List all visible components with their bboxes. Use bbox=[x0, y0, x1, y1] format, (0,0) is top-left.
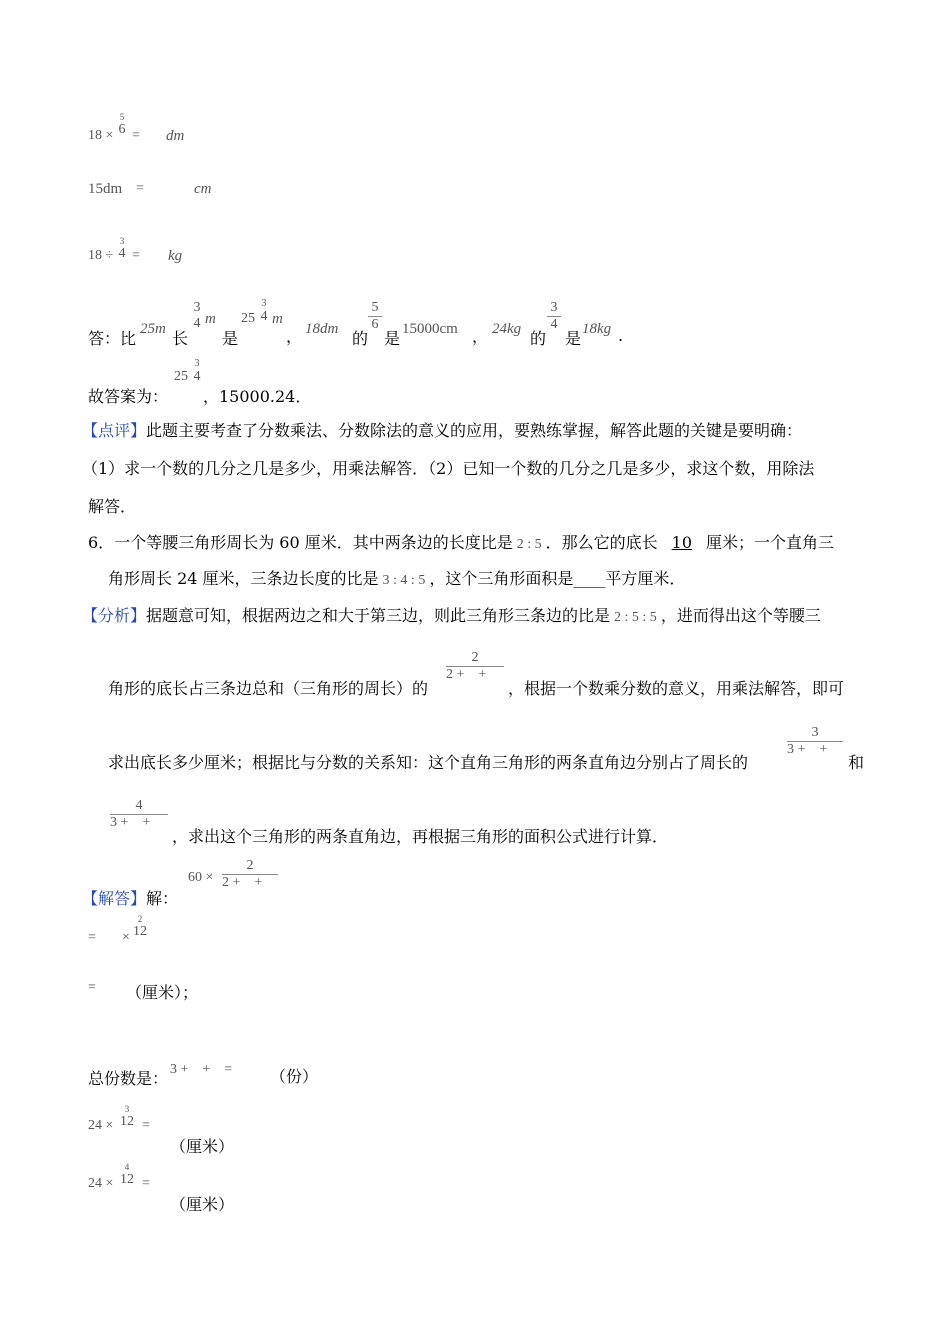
fraction-numerator: 3 bbox=[550, 300, 558, 315]
fraction-numerator: 2 bbox=[137, 914, 143, 924]
equals-sign: = bbox=[132, 248, 140, 263]
fraction-denominator: 4 bbox=[547, 316, 561, 333]
review-tag: 【点评】 bbox=[82, 421, 147, 440]
fraction-denominator: 2 + + bbox=[222, 874, 278, 891]
fraction-numerator: 2 bbox=[471, 650, 479, 665]
question-text: 厘米；一个直角三 bbox=[706, 533, 835, 552]
review-line-2: （1）求一个数的几分之几是多少，用乘法解答．（2）已知一个数的几分之几是多少，求这个数，用除法 bbox=[82, 459, 815, 478]
answer-blank-2: ____ bbox=[573, 569, 606, 588]
answer-value-15000cm: 15000cm bbox=[402, 321, 458, 337]
fraction-numerator: 2 bbox=[246, 858, 254, 873]
answer-blank-1: 10 bbox=[671, 533, 692, 552]
fraction-2-over-sum bbox=[446, 650, 504, 683]
analysis-and: 和 bbox=[848, 753, 865, 772]
equals-sign: = bbox=[88, 980, 96, 995]
fraction-denominator: 4 bbox=[193, 316, 201, 331]
mixed-number-whole: 25 bbox=[241, 311, 255, 326]
ratio-3-4-5: 3 : 4 : 5 bbox=[382, 573, 426, 588]
answer-value-18dm: 18dm bbox=[305, 321, 339, 337]
final-answer-label: 故答案为： bbox=[88, 387, 169, 406]
ratio-2-5-5: 2 : 5 : 5 bbox=[614, 610, 657, 625]
fraction-3-4 bbox=[191, 358, 203, 385]
fraction-numerator: 3 bbox=[119, 236, 125, 246]
fraction-3-4 bbox=[547, 300, 561, 333]
fraction-numerator: 3 bbox=[193, 300, 201, 315]
answer-of: 的 bbox=[352, 329, 369, 348]
unit-kg: kg bbox=[168, 248, 183, 264]
review-paragraph bbox=[82, 418, 802, 441]
unit-centimeter: （厘米） bbox=[170, 1137, 235, 1156]
question-text: ．那么它的底长 bbox=[545, 533, 658, 552]
fraction-denominator: 4 bbox=[118, 246, 126, 261]
analysis-line-2b: ，根据一个数乘分数的意义，用乘法解答，即可 bbox=[508, 679, 845, 698]
analysis-line-1 bbox=[82, 603, 821, 626]
fraction-denominator: 2 + + bbox=[446, 666, 504, 683]
fraction-numerator: 4 bbox=[124, 1162, 130, 1172]
solution-label: 解： bbox=[146, 889, 179, 908]
expr-60-times: 60 × bbox=[188, 870, 214, 885]
fraction-numerator: 3 bbox=[124, 1104, 130, 1114]
answer-prefix: 答：比 bbox=[88, 329, 137, 348]
review-line-1: 此题主要考查了分数乘法、分数除法的意义的应用，要熟练掌握，解答此题的关键是要明确： bbox=[146, 421, 803, 440]
analysis-tag: 【分析】 bbox=[82, 606, 147, 625]
review-line-3: 解答． bbox=[88, 497, 137, 516]
ratio-2-5: 2 : 5 bbox=[516, 537, 542, 552]
fraction-numerator: 5 bbox=[119, 112, 125, 122]
fraction-numerator: 3 bbox=[261, 298, 267, 309]
unit-m: m bbox=[205, 311, 216, 327]
fraction-denominator: 3 + + bbox=[110, 814, 168, 831]
fraction-2-over-sum bbox=[222, 858, 278, 891]
mixed-number-whole: 25 bbox=[174, 369, 188, 384]
solution-heading bbox=[82, 886, 178, 909]
total-parts-label: 总份数是： bbox=[88, 1069, 169, 1088]
fraction-4-12 bbox=[118, 1162, 136, 1188]
expr-24-times: 24 × bbox=[88, 1176, 114, 1191]
expr-24-times: 24 × bbox=[88, 1118, 114, 1133]
times-sign: × bbox=[122, 930, 130, 945]
fraction-3-4 bbox=[190, 300, 204, 332]
answer-value-25m: 25m bbox=[140, 321, 166, 337]
unit-m: m bbox=[272, 311, 283, 327]
question-6-line-2 bbox=[108, 566, 685, 589]
analysis-text: ，进而得出这个等腰三 bbox=[660, 606, 821, 625]
question-6-line-1 bbox=[88, 530, 834, 553]
fraction-numerator: 5 bbox=[371, 300, 379, 315]
answer-is: 是 bbox=[222, 329, 239, 348]
expr-18-divide: 18 ÷ bbox=[88, 248, 114, 263]
fraction-denominator: 12 bbox=[120, 1172, 134, 1187]
fraction-denominator: 12 bbox=[120, 1114, 134, 1129]
equals-sign: = bbox=[142, 1118, 150, 1133]
unit-centimeter: （厘米）； bbox=[126, 983, 199, 1002]
question-text: 角形周长 24 厘米，三条边长度的比是 bbox=[108, 569, 379, 588]
fraction-2-12 bbox=[132, 914, 148, 940]
fraction-5-6 bbox=[116, 112, 128, 138]
answer-value-24kg: 24kg bbox=[492, 321, 522, 337]
fraction-5-6 bbox=[368, 300, 382, 333]
final-answer-rest: ，15000.24． bbox=[203, 387, 312, 406]
fraction-4-over-sum bbox=[110, 798, 168, 831]
analysis-line-3a: 求出底长多少厘米；根据比与分数的关系知：这个直角三角形的两条直角边分别占了周长的 bbox=[108, 753, 749, 772]
analysis-line-4: ，求出这个三角形的两条直角边，再根据三角形的面积公式进行计算． bbox=[172, 827, 669, 846]
fraction-3-4 bbox=[258, 298, 270, 325]
fraction-numerator: 3 bbox=[811, 725, 819, 740]
unit-cm: cm bbox=[194, 181, 212, 197]
answer-value-18kg: 18kg bbox=[582, 321, 612, 337]
fraction-denominator: 6 bbox=[368, 316, 382, 333]
expr-15dm: 15dm bbox=[88, 181, 123, 197]
unit-parts: （份） bbox=[270, 1067, 319, 1086]
unit-centimeter: （厘米） bbox=[170, 1195, 235, 1214]
fraction-denominator: 12 bbox=[133, 924, 147, 939]
answer-is: 是 bbox=[384, 329, 401, 348]
question-number: 6． bbox=[88, 533, 115, 552]
unit-dm: dm bbox=[166, 128, 185, 144]
question-text: ，这个三角形面积是 bbox=[429, 569, 574, 588]
fraction-3-over-sum bbox=[787, 725, 843, 758]
question-text: 一个等腰三角形周长为 60 厘米．其中两条边的长度比是 bbox=[114, 533, 513, 552]
answer-long: 长 bbox=[172, 329, 189, 348]
fraction-3-12 bbox=[118, 1104, 136, 1130]
equals-sign: = bbox=[88, 930, 96, 945]
comma: ， bbox=[286, 327, 303, 346]
equals-sign: = bbox=[142, 1176, 150, 1191]
total-parts-expr: 3 + + = bbox=[170, 1062, 233, 1077]
expr-18-times: 18 × bbox=[88, 128, 114, 143]
analysis-text: 据题意可知，根据两边之和大于第三边，则此三角形三条边的比是 bbox=[146, 606, 611, 625]
solution-tag: 【解答】 bbox=[82, 889, 147, 908]
comma: ， bbox=[472, 327, 489, 346]
answer-is: 是 bbox=[565, 329, 582, 348]
fraction-numerator: 3 bbox=[194, 358, 200, 369]
fraction-denominator: 4 bbox=[260, 309, 268, 324]
equals-sign: = bbox=[136, 181, 144, 196]
question-text: 平方厘米． bbox=[605, 569, 686, 588]
analysis-line-2a: 角形的底长占三条边总和（三角形的周长）的 bbox=[108, 679, 429, 698]
equals-sign: = bbox=[132, 128, 140, 143]
period: . bbox=[618, 326, 624, 345]
fraction-denominator: 6 bbox=[118, 122, 126, 137]
answer-of: 的 bbox=[530, 329, 547, 348]
fraction-3-4 bbox=[116, 236, 128, 262]
fraction-denominator: 3 + + bbox=[787, 741, 843, 758]
fraction-denominator: 4 bbox=[193, 369, 201, 384]
fraction-numerator: 4 bbox=[135, 798, 143, 813]
